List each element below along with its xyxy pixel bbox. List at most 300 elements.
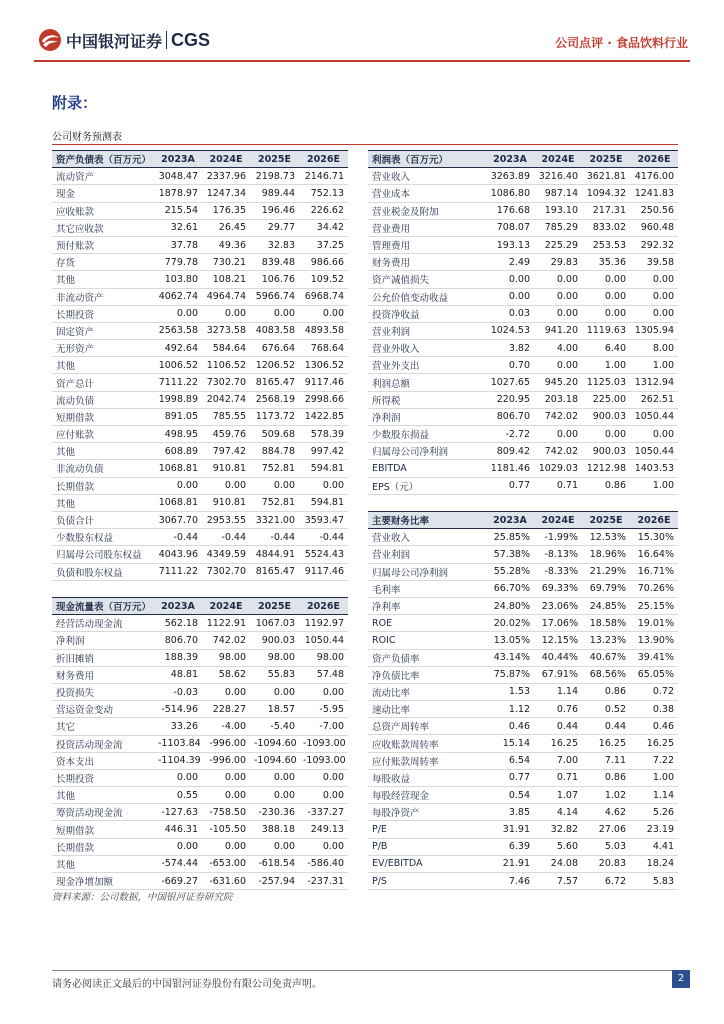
row-label: 营业外支出 <box>368 357 486 374</box>
row-value: 69.33% <box>534 580 582 597</box>
row-label: 其他 <box>52 357 154 374</box>
row-label: 速动比率 <box>368 701 486 718</box>
row-value: -996.00 <box>202 735 250 752</box>
year-header: 2025E <box>250 151 299 168</box>
table-row <box>368 632 678 649</box>
row-value: 1068.81 <box>154 460 202 477</box>
row-label: 毛利率 <box>368 580 486 597</box>
row-value: 0.00 <box>250 787 299 804</box>
row-label: 预付账款 <box>52 236 154 253</box>
row-value: -8.33% <box>534 563 582 580</box>
row-value: 226.62 <box>299 202 348 219</box>
row-value: 0.00 <box>154 838 202 855</box>
table-row <box>52 701 348 718</box>
row-value: 768.64 <box>299 340 348 357</box>
row-value: 997.42 <box>299 443 348 460</box>
table-header-row <box>368 512 678 529</box>
row-value: 0.00 <box>630 426 678 443</box>
row-value: 900.03 <box>250 632 299 649</box>
row-value: 0.71 <box>534 477 582 494</box>
row-value: 0.00 <box>630 305 678 322</box>
row-label: 流动资产 <box>52 168 154 185</box>
row-value: 0.46 <box>630 718 678 735</box>
row-value: 1192.97 <box>299 615 348 632</box>
row-value: 584.64 <box>202 340 250 357</box>
row-value: 193.13 <box>486 236 534 253</box>
row-value: 3.85 <box>486 804 534 821</box>
row-value: 24.80% <box>486 597 534 614</box>
row-value: 1050.44 <box>299 632 348 649</box>
row-value: 29.77 <box>250 219 299 236</box>
row-value: 98.00 <box>299 649 348 666</box>
row-value: 262.51 <box>630 391 678 408</box>
row-value: 0.76 <box>534 701 582 718</box>
row-value: 39.58 <box>630 254 678 271</box>
row-value: -1094.60 <box>250 735 299 752</box>
row-value: -669.27 <box>154 873 202 890</box>
row-value: 0.00 <box>299 477 348 494</box>
galaxy-logo-icon <box>38 28 62 52</box>
row-value: 7302.70 <box>202 374 250 391</box>
table-row <box>52 271 348 288</box>
row-value: 1119.63 <box>582 322 630 339</box>
appendix-title: 附录： <box>52 94 98 112</box>
row-value: 3216.40 <box>534 168 582 185</box>
row-value: 4.62 <box>582 804 630 821</box>
row-value: 806.70 <box>486 408 534 425</box>
year-header: 2026E <box>630 151 678 168</box>
table-row <box>368 649 678 666</box>
row-value: 40.44% <box>534 649 582 666</box>
table-row <box>52 511 348 528</box>
row-value: 752.81 <box>250 494 299 511</box>
row-value: 24.85% <box>582 597 630 614</box>
table-row <box>52 752 348 769</box>
row-value: 176.68 <box>486 202 534 219</box>
row-label: 折旧摊销 <box>52 649 154 666</box>
row-value: 986.66 <box>299 254 348 271</box>
year-header: 2023A <box>486 151 534 168</box>
row-label: 营业利润 <box>368 546 486 563</box>
row-value: 5.03 <box>582 838 630 855</box>
row-value: 16.71% <box>630 563 678 580</box>
row-value: 0.77 <box>486 477 534 494</box>
row-value: 34.42 <box>299 219 348 236</box>
row-value: -0.44 <box>154 529 202 546</box>
row-value: 562.18 <box>154 615 202 632</box>
row-value: 1306.52 <box>299 357 348 374</box>
row-value: 253.53 <box>582 236 630 253</box>
row-value: 779.78 <box>154 254 202 271</box>
row-value: 19.01% <box>630 615 678 632</box>
table-row <box>52 563 348 580</box>
row-label: 投资损失 <box>52 683 154 700</box>
row-value: 0.00 <box>534 426 582 443</box>
table-row <box>52 254 348 271</box>
row-label: 营业成本 <box>368 185 486 202</box>
row-value: 16.25 <box>534 735 582 752</box>
table-row <box>52 735 348 752</box>
table-row <box>368 683 678 700</box>
row-value: 0.00 <box>154 305 202 322</box>
row-value: 742.02 <box>202 632 250 649</box>
row-value: 945.20 <box>534 374 582 391</box>
table-row <box>368 838 678 855</box>
table-row <box>52 288 348 305</box>
row-value: 176.35 <box>202 202 250 219</box>
row-label: 所得税 <box>368 391 486 408</box>
row-label: 每股经营现金 <box>368 787 486 804</box>
row-value: 1.12 <box>486 701 534 718</box>
table-row <box>52 494 348 511</box>
row-label: 应收账款周转率 <box>368 735 486 752</box>
row-value: -653.00 <box>202 855 250 872</box>
key-ratios-table <box>368 511 678 890</box>
year-header: 2026E <box>299 151 348 168</box>
table-row <box>52 391 348 408</box>
row-value: -1104.39 <box>154 752 202 769</box>
row-value: 891.05 <box>154 408 202 425</box>
row-value: 459.76 <box>202 426 250 443</box>
table-row <box>52 873 348 890</box>
row-value: -257.94 <box>250 873 299 890</box>
table-row <box>368 769 678 786</box>
row-value: 0.00 <box>202 838 250 855</box>
year-header: 2026E <box>630 512 678 529</box>
cash-flow-table <box>52 597 348 890</box>
table-row <box>368 529 678 546</box>
row-label: 营业收入 <box>368 529 486 546</box>
year-header: 2024E <box>202 151 250 168</box>
year-header: 2024E <box>534 151 582 168</box>
table-row <box>368 752 678 769</box>
row-label: 公允价值变动收益 <box>368 288 486 305</box>
row-value: 5.60 <box>534 838 582 855</box>
row-value: 0.00 <box>250 769 299 786</box>
row-value: 215.54 <box>154 202 202 219</box>
row-label: 利润总额 <box>368 374 486 391</box>
row-label: 短期借款 <box>52 408 154 425</box>
table-row <box>52 838 348 855</box>
table-row <box>52 185 348 202</box>
row-label: EPS（元） <box>368 477 486 494</box>
row-value: 2198.73 <box>250 168 299 185</box>
row-value: 69.79% <box>582 580 630 597</box>
row-label: 短期借款 <box>52 821 154 838</box>
row-label: 存货 <box>52 254 154 271</box>
row-value: 594.81 <box>299 494 348 511</box>
caption-divider <box>52 144 678 145</box>
year-header: 2026E <box>299 598 348 615</box>
row-value: 2563.58 <box>154 322 202 339</box>
row-value: 0.44 <box>534 718 582 735</box>
row-value: 21.29% <box>582 563 630 580</box>
row-label: 每股收益 <box>368 769 486 786</box>
table-row <box>52 443 348 460</box>
row-value: 25.85% <box>486 529 534 546</box>
row-value: 13.90% <box>630 632 678 649</box>
row-value: 4.00 <box>534 340 582 357</box>
row-value: 103.80 <box>154 271 202 288</box>
row-value: -5.95 <box>299 701 348 718</box>
row-value: 2.49 <box>486 254 534 271</box>
row-label: EBITDA <box>368 460 486 477</box>
row-label: 长期投资 <box>52 769 154 786</box>
table-row <box>52 477 348 494</box>
row-value: 17.06% <box>534 615 582 632</box>
table-row <box>52 202 348 219</box>
row-value: 0.00 <box>582 426 630 443</box>
row-value: 0.00 <box>534 305 582 322</box>
table-row <box>52 683 348 700</box>
row-value: -337.27 <box>299 804 348 821</box>
row-value: 27.06 <box>582 821 630 838</box>
row-label: 非流动负债 <box>52 460 154 477</box>
row-label: 营运资金变动 <box>52 701 154 718</box>
row-value: 1305.94 <box>630 322 678 339</box>
table-row <box>368 701 678 718</box>
row-value: 884.78 <box>250 443 299 460</box>
row-value: 25.15% <box>630 597 678 614</box>
row-value: 0.86 <box>582 683 630 700</box>
row-value: 0.71 <box>534 769 582 786</box>
table-row <box>368 615 678 632</box>
row-label: 资产减值损失 <box>368 271 486 288</box>
row-value: 5.83 <box>630 872 678 889</box>
row-value: 21.91 <box>486 855 534 872</box>
table-row <box>368 408 678 425</box>
row-label: 归属母公司净利润 <box>368 563 486 580</box>
table-row <box>368 288 678 305</box>
row-value: 68.56% <box>582 666 630 683</box>
table-row <box>368 391 678 408</box>
row-label: 净利率 <box>368 597 486 614</box>
row-label: 负债合计 <box>52 511 154 528</box>
row-value: 1.14 <box>534 683 582 700</box>
table-row <box>52 855 348 872</box>
table-row <box>52 374 348 391</box>
row-value: 742.02 <box>534 443 582 460</box>
row-value: 0.86 <box>582 769 630 786</box>
row-value: 1067.03 <box>250 615 299 632</box>
row-value: 225.00 <box>582 391 630 408</box>
row-value: 0.55 <box>154 787 202 804</box>
table-row <box>52 168 348 185</box>
row-value: 0.00 <box>534 357 582 374</box>
row-value: -4.00 <box>202 718 250 735</box>
row-label: 资本支出 <box>52 752 154 769</box>
row-value: 752.81 <box>250 460 299 477</box>
row-value: -0.03 <box>154 683 202 700</box>
row-label: 长期借款 <box>52 838 154 855</box>
table-row <box>52 649 348 666</box>
disclaimer-footer: 请务必阅读正文最后的中国银河证券股份有限公司免责声明。 <box>52 979 322 990</box>
row-value: 8.00 <box>630 340 678 357</box>
row-value: -618.54 <box>250 855 299 872</box>
row-value: 31.91 <box>486 821 534 838</box>
row-value: 7.46 <box>486 872 534 889</box>
row-value: 752.13 <box>299 185 348 202</box>
row-value: 15.30% <box>630 529 678 546</box>
row-value: 20.83 <box>582 855 630 872</box>
row-value: 4964.74 <box>202 288 250 305</box>
row-value: 4.41 <box>630 838 678 855</box>
row-value: 1878.97 <box>154 185 202 202</box>
row-value: 292.32 <box>630 236 678 253</box>
row-value: 55.28% <box>486 563 534 580</box>
footer-divider <box>52 970 678 971</box>
table-row <box>368 460 678 477</box>
row-label: 净负债比率 <box>368 666 486 683</box>
table-row <box>368 168 678 185</box>
row-value: 8165.47 <box>250 563 299 580</box>
row-value: 900.03 <box>582 408 630 425</box>
row-label: 流动比率 <box>368 683 486 700</box>
row-value: 35.36 <box>582 254 630 271</box>
row-value: 49.36 <box>202 236 250 253</box>
row-value: 4349.59 <box>202 546 250 563</box>
year-header: 2024E <box>534 512 582 529</box>
row-value: -105.50 <box>202 821 250 838</box>
row-value: 4083.58 <box>250 322 299 339</box>
row-value: 0.00 <box>299 838 348 855</box>
row-value: 785.55 <box>202 408 250 425</box>
year-header: 2025E <box>582 151 630 168</box>
row-value: 3263.89 <box>486 168 534 185</box>
table-row <box>368 546 678 563</box>
row-value: 1173.72 <box>250 408 299 425</box>
row-value: 6.39 <box>486 838 534 855</box>
row-value: 3.82 <box>486 340 534 357</box>
row-value: 249.13 <box>299 821 348 838</box>
row-label: 净利润 <box>368 408 486 425</box>
row-value: 1068.81 <box>154 494 202 511</box>
row-value: 0.00 <box>250 683 299 700</box>
row-label: 管理费用 <box>368 236 486 253</box>
row-value: 839.48 <box>250 254 299 271</box>
table-row <box>368 872 678 889</box>
row-value: 98.00 <box>250 649 299 666</box>
logo-divider <box>166 31 167 49</box>
row-value: 2146.71 <box>299 168 348 185</box>
row-value: -0.44 <box>299 529 348 546</box>
table-row <box>52 426 348 443</box>
row-value: 58.62 <box>202 666 250 683</box>
row-value: 1.53 <box>486 683 534 700</box>
row-value: -631.60 <box>202 873 250 890</box>
table-row <box>368 340 678 357</box>
page-number: 2 <box>672 970 690 988</box>
table-row <box>368 580 678 597</box>
row-label: 每股净资产 <box>368 804 486 821</box>
row-value: 203.18 <box>534 391 582 408</box>
row-value: 12.53% <box>582 529 630 546</box>
row-value: 1998.89 <box>154 391 202 408</box>
table-row <box>52 821 348 838</box>
row-value: 1422.85 <box>299 408 348 425</box>
row-value: 2998.66 <box>299 391 348 408</box>
row-value: 7302.70 <box>202 563 250 580</box>
table-row <box>368 787 678 804</box>
row-value: 32.61 <box>154 219 202 236</box>
table-header-row <box>52 151 348 168</box>
row-label: 营业费用 <box>368 219 486 236</box>
row-value: 1206.52 <box>250 357 299 374</box>
row-value: 1247.34 <box>202 185 250 202</box>
table-row <box>368 219 678 236</box>
row-value: 40.67% <box>582 649 630 666</box>
row-value: 0.00 <box>630 288 678 305</box>
row-value: 106.76 <box>250 271 299 288</box>
row-value: 708.07 <box>486 219 534 236</box>
row-label: 财务费用 <box>52 666 154 683</box>
row-value: 0.00 <box>250 305 299 322</box>
row-value: 1122.91 <box>202 615 250 632</box>
row-label: 固定资产 <box>52 322 154 339</box>
row-value: 509.68 <box>250 426 299 443</box>
row-value: 806.70 <box>154 632 202 649</box>
row-value: 188.39 <box>154 649 202 666</box>
row-value: 16.64% <box>630 546 678 563</box>
row-value: 1312.94 <box>630 374 678 391</box>
row-value: 1125.03 <box>582 374 630 391</box>
row-value: 0.54 <box>486 787 534 804</box>
row-value: 33.26 <box>154 718 202 735</box>
row-value: 1006.52 <box>154 357 202 374</box>
row-value: 7.22 <box>630 752 678 769</box>
row-label: 其他 <box>52 787 154 804</box>
row-value: 70.26% <box>630 580 678 597</box>
row-value: 2568.19 <box>250 391 299 408</box>
row-value: 0.00 <box>202 305 250 322</box>
row-value: 4176.00 <box>630 168 678 185</box>
row-value: 676.64 <box>250 340 299 357</box>
table-row <box>52 340 348 357</box>
row-value: 4043.96 <box>154 546 202 563</box>
row-value: 3621.81 <box>582 168 630 185</box>
row-value: 6.40 <box>582 340 630 357</box>
row-value: 2042.74 <box>202 391 250 408</box>
row-value: 960.48 <box>630 219 678 236</box>
row-value: -586.40 <box>299 855 348 872</box>
row-value: 5966.74 <box>250 288 299 305</box>
row-value: 910.81 <box>202 460 250 477</box>
row-label: 其他 <box>52 494 154 511</box>
row-value: -127.63 <box>154 804 202 821</box>
row-value: 98.00 <box>202 649 250 666</box>
logo-english-text: CGS <box>171 29 211 50</box>
row-value: 250.56 <box>630 202 678 219</box>
table-row <box>52 769 348 786</box>
table-header-row <box>52 598 348 615</box>
data-source-note: 资料来源：公司数据，中国银河证券研究院 <box>52 892 233 903</box>
row-value: 0.46 <box>486 718 534 735</box>
row-value: 75.87% <box>486 666 534 683</box>
row-value: 608.89 <box>154 443 202 460</box>
header-divider <box>34 60 690 62</box>
table-row <box>368 236 678 253</box>
row-label: 长期借款 <box>52 477 154 494</box>
table-header-row <box>368 151 678 168</box>
table-row <box>52 804 348 821</box>
row-value: 228.27 <box>202 701 250 718</box>
row-value: 0.44 <box>582 718 630 735</box>
row-value: 0.52 <box>582 701 630 718</box>
table-row <box>368 305 678 322</box>
row-label: 少数股东权益 <box>52 529 154 546</box>
row-value: 43.14% <box>486 649 534 666</box>
row-label: P/S <box>368 872 486 889</box>
